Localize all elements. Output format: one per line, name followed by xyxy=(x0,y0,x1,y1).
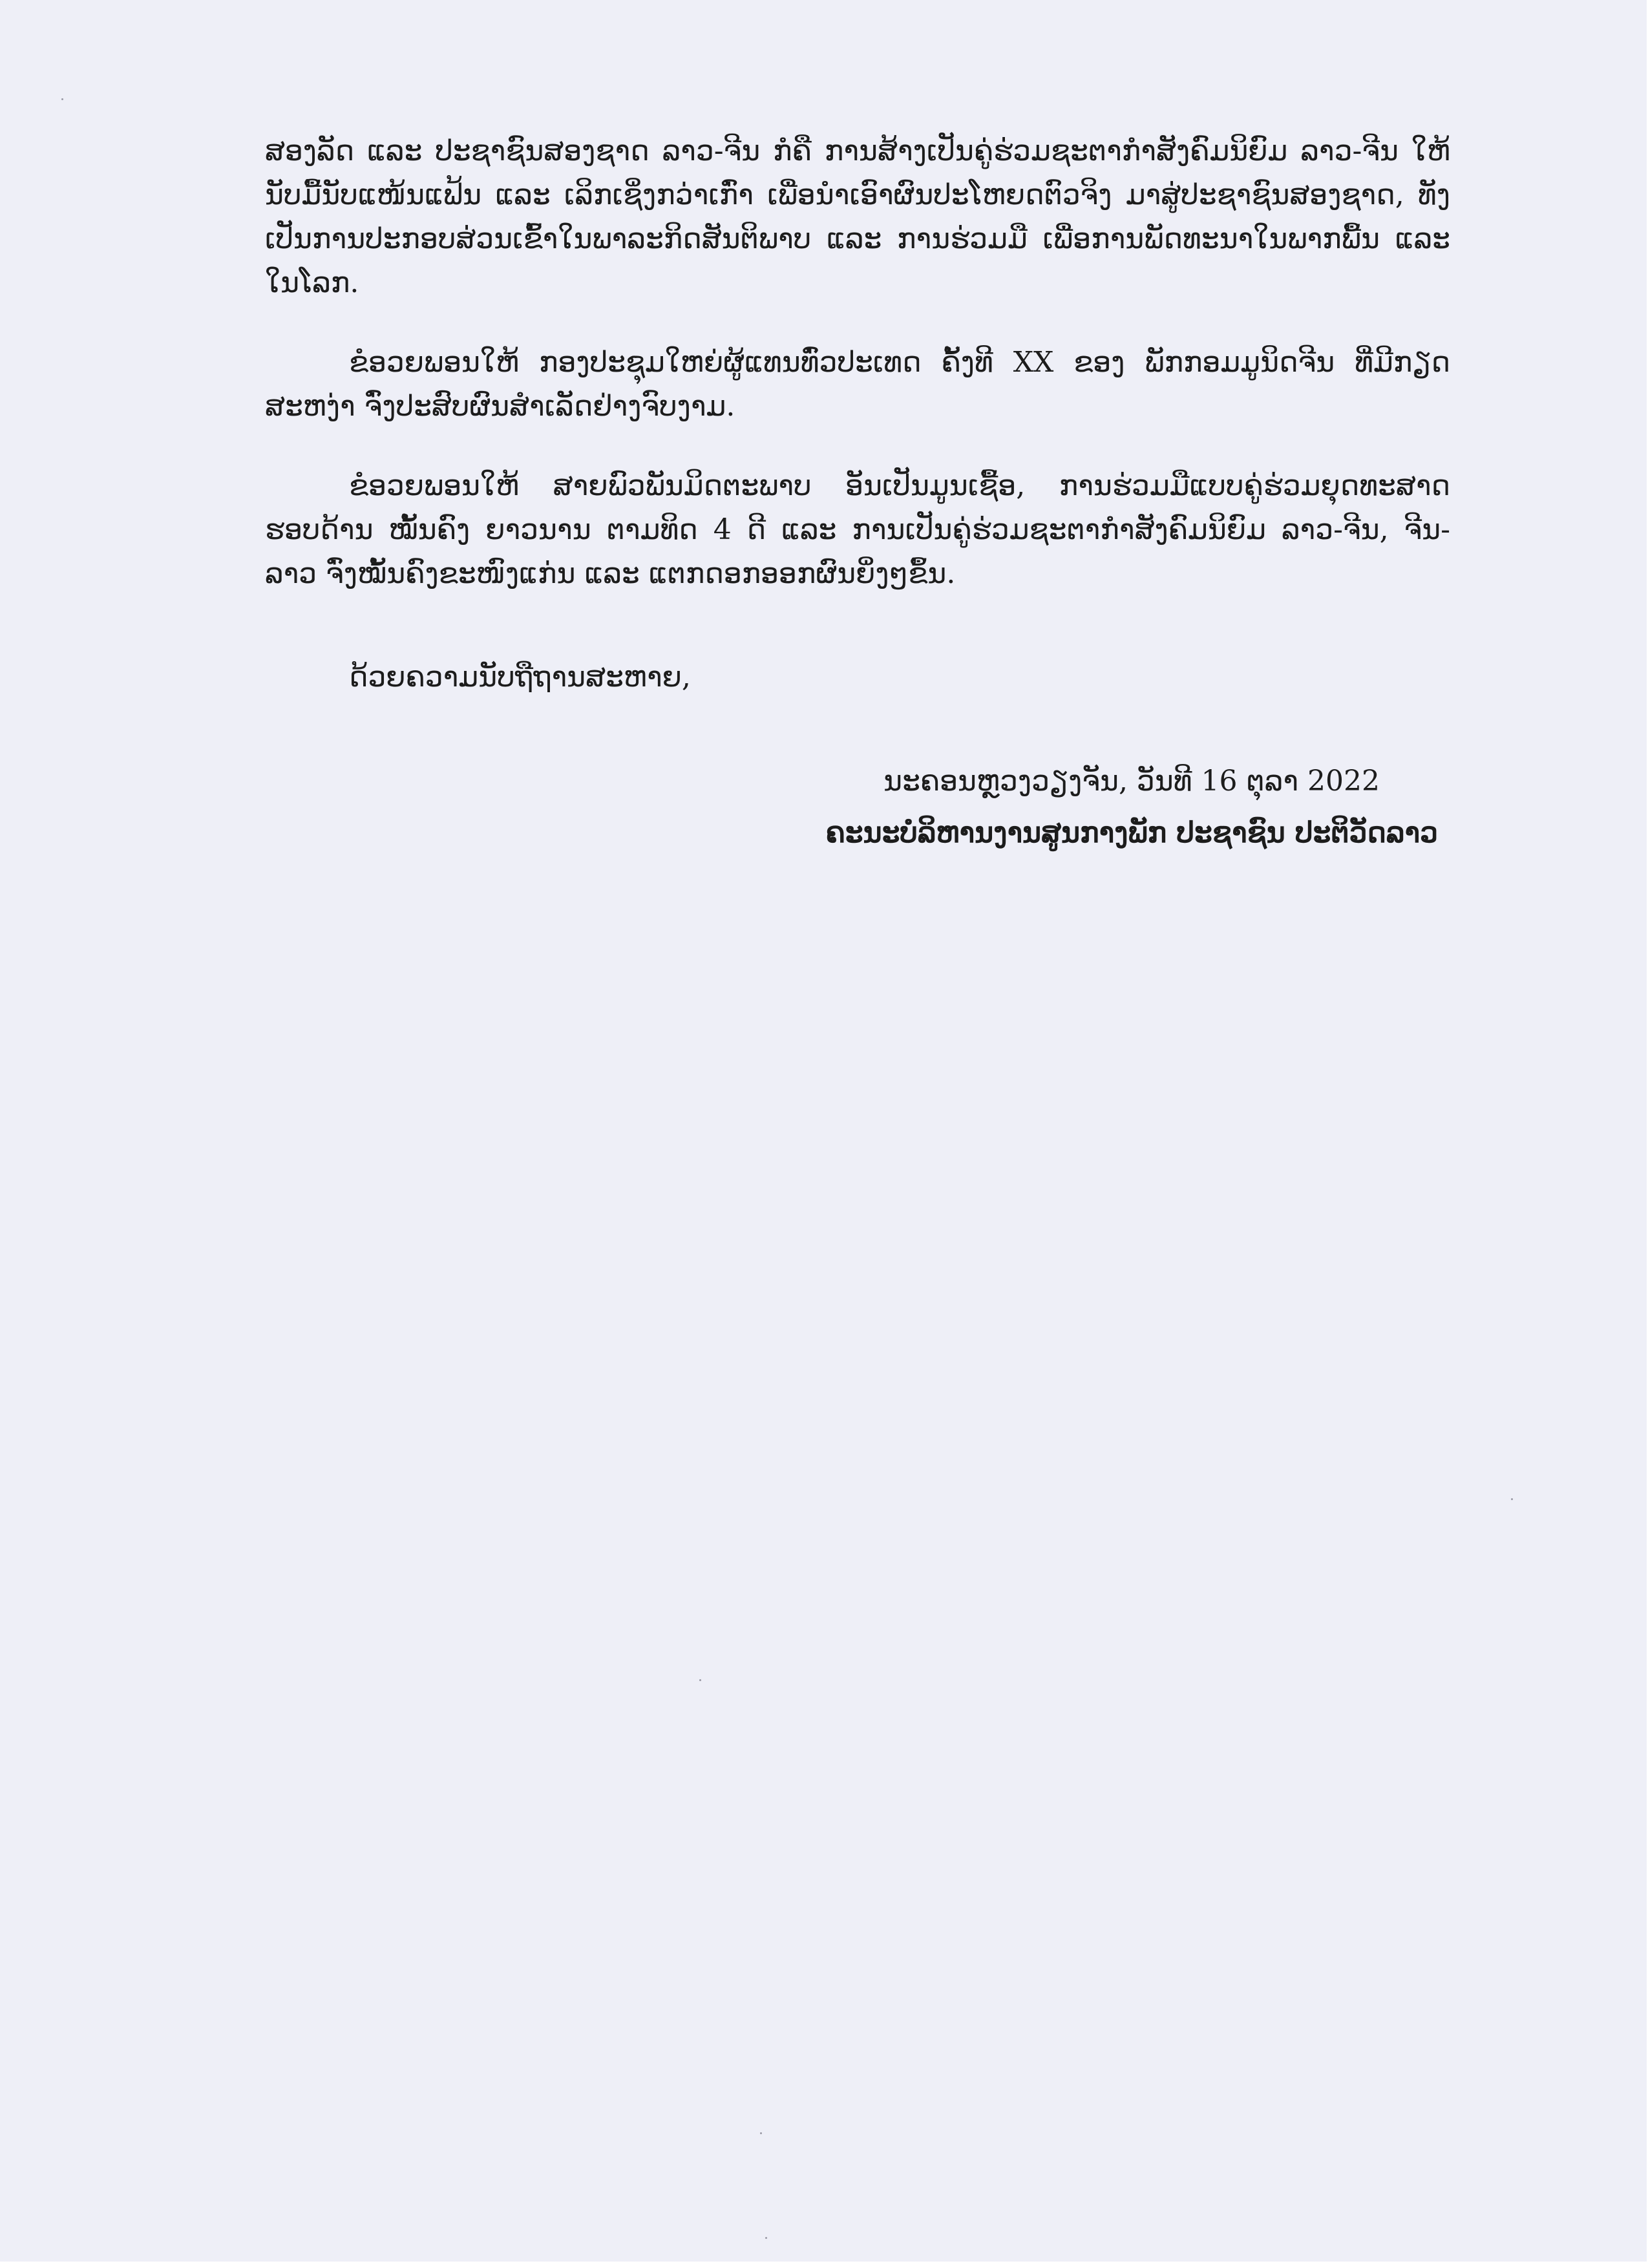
paragraph-3 xyxy=(265,464,1450,596)
closing-salutation: ດ້ວຍຄວາມນັບຖືຖານສະຫາຍ, xyxy=(349,661,691,694)
scan-speck xyxy=(765,2237,767,2239)
text-line: ເປັນການປະກອບສ່ວນເຂົ້າໃນພາລະກິດສັນຕິພາບ ແລະ ການຮ່ວມມື ເພື່ອການພັດທະນາໃນພາກພື້ນ ແລະ xyxy=(265,222,1450,255)
text-line: ຮອບດ້ານ ໝັ້ນຄົງ ຍາວນານ ຕາມທິດ 4 ດີ ແລະ ການເປັນຄູ່ຮ່ວມຊະຕາກຳສັງຄົມນິຍົມ ລາວ-ຈີນ, ຈີນ- xyxy=(265,513,1450,546)
scan-speck xyxy=(1511,1498,1513,1500)
text-line: ສະຫງ່າ ຈົ່ງປະສົບຜົນສຳເລັດຢ່າງຈົບງາມ. xyxy=(265,390,735,423)
signatory-organization: ຄະນະບໍລິຫານງານສູນກາງພັກ ປະຊາຊົນ ປະຕິວັດລາວ xyxy=(825,816,1438,849)
text-line: ສອງລັດ ແລະ ປະຊາຊົນສອງຊາດ ລາວ-ຈີນ ກໍຄື ການສ້າງເປັນຄູ່ຮ່ວມຊະຕາກຳສັງຄົມນິຍົມ ລາວ-ຈີນ ໃຫ້ xyxy=(265,134,1450,167)
text-line: ຂໍອວຍພອນໃຫ້ ກອງປະຊຸມໃຫຍ່ຜູ້ແທນທົ່ວປະເທດ ຄັ້ງທີ XX ຂອງ ພັກກອມມູນິດຈີນ ທີ່ມີກຽດ xyxy=(349,346,1450,379)
scan-margin xyxy=(0,2262,1648,2268)
paragraph-2 xyxy=(265,341,1450,429)
text-line: ລາວ ຈົ່ງໝັ້ນຄົງຂະໜົງແກ່ນ ແລະ ແຕກດອກອອກຜົນຍິ່ງໆຂຶ້ນ. xyxy=(265,557,956,590)
scan-speck xyxy=(61,98,63,100)
letter-body xyxy=(265,129,1450,699)
signature-block xyxy=(826,759,1438,855)
paragraph-1 xyxy=(265,129,1450,305)
text-line: ຂໍອວຍພອນໃຫ້ ສາຍພົວພັນມິດຕະພາບ ອັນເປັນມູນເຊື້ອ, ການຮ່ວມມືແບບຄູ່ຮ່ວມຍຸດທະສາດ xyxy=(349,469,1450,502)
text-line: ໃນໂລກ. xyxy=(265,266,359,299)
text-line: ນັບມື້ນັບແໜ້ນແຟ້ນ ແລະ ເລິກເຊິ່ງກວ່າເກົ່າ ເພື່ອນຳເອົາຜົນປະໂຫຍດຕົວຈິງ ມາສູ່ປະຊາຊົນສອງຊາດ, ທັງ xyxy=(265,178,1450,211)
place-and-date: ນະຄອນຫຼວງວຽງຈັນ, ວັນທີ 16 ຕຸລາ 2022 xyxy=(883,765,1380,798)
scan-speck xyxy=(699,1679,701,1681)
scan-speck xyxy=(760,2132,762,2134)
